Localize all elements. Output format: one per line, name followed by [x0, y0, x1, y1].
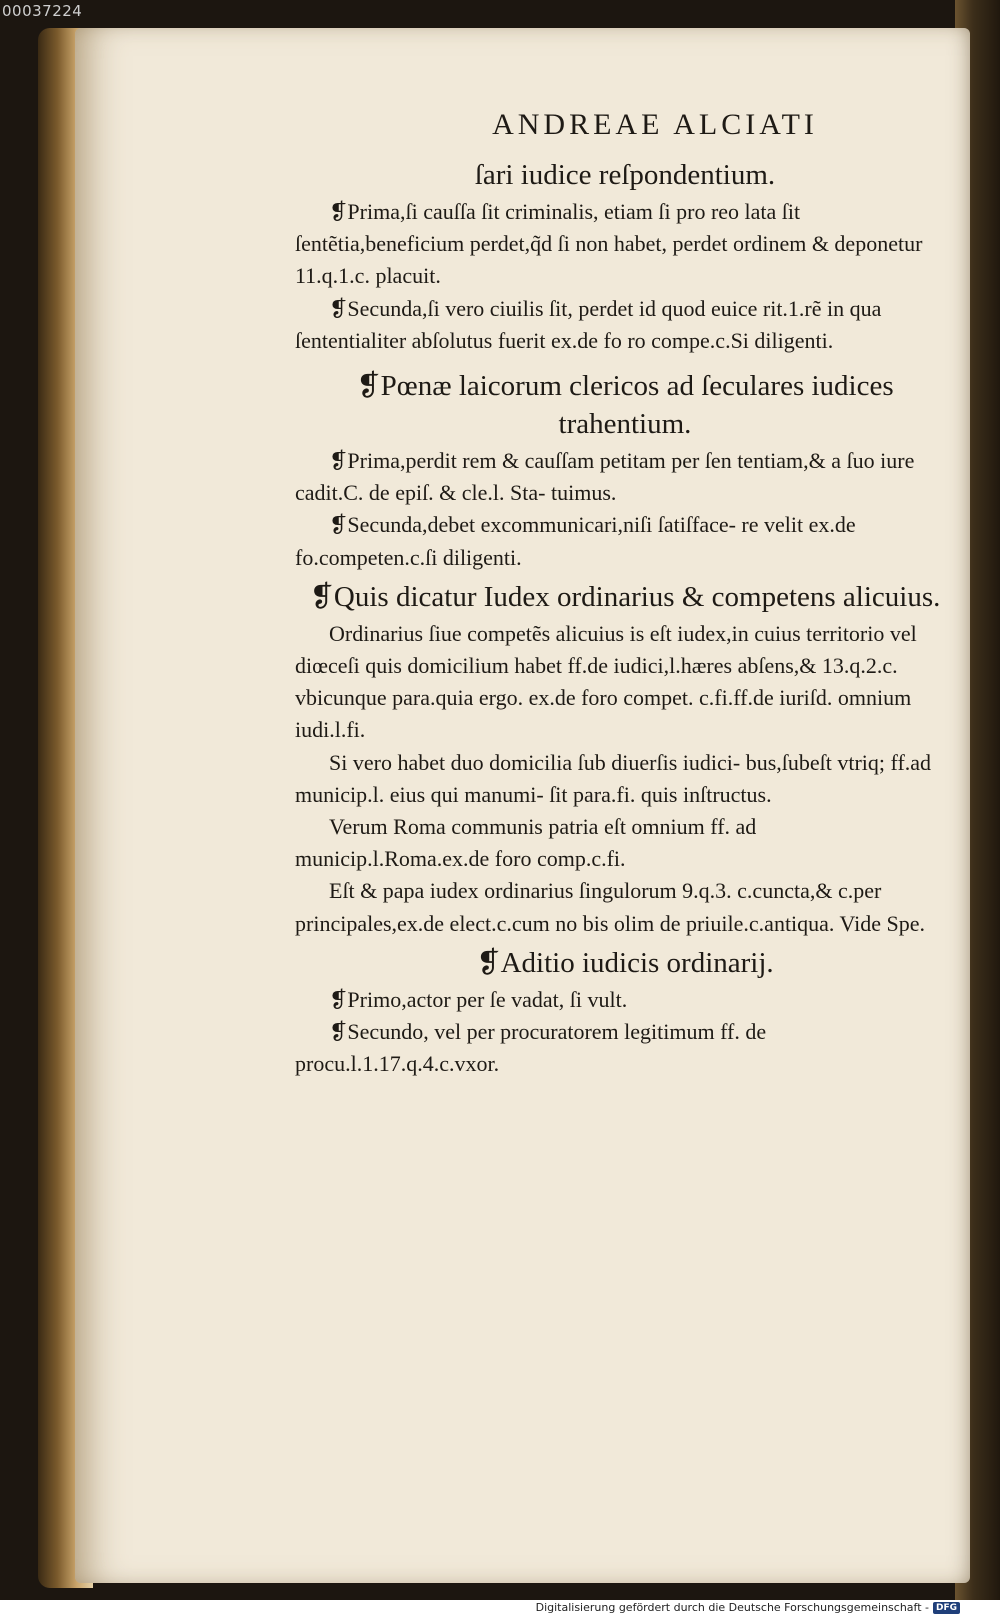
- running-head: ANDREAE ALCIATI: [492, 108, 818, 141]
- paragraph: Eſt & papa iudex ordinarius ſingulorum 9.q.3. c.cuncta,& c.per principales,ex.de elect.c.cum no bis olim de priuile.c.antiqua. Vide Spe.: [295, 878, 925, 936]
- paragraph: ❡Secundo, vel per procuratorem legitimum ff. de procu.l.1.17.q.4.c.vxor.: [295, 1019, 767, 1077]
- section-heading: ❡Pœnæ laicorum clericos ad ſeculares iudices trahentium.: [356, 370, 894, 441]
- section-heading: ſari iudice reſpondentium.: [474, 159, 776, 191]
- credit-text: Digitalisierung gefördert durch die Deutsche Forschungsgemeinschaft -: [535, 1601, 929, 1614]
- dfg-logo: DFG: [933, 1602, 960, 1614]
- paragraph: ❡Prima,perdit rem & cauſſam petitam per ſen tentiam,& a ſuo iure cadit.C. de epiſ. & cle.l. Sta- tuimus.: [295, 448, 915, 506]
- scan-id-label: 00037224: [2, 2, 83, 20]
- paragraph: Si vero habet duo domicilia ſub diuerſis iudici- bus,ſubeſt vtriq; ff.ad municip.l. eius qui manumi- ſit para.fi. quis inſtructus.: [295, 749, 932, 807]
- section-heading: ❡Aditio iudicis ordinarij.: [476, 946, 774, 979]
- paragraph: Verum Roma communis patria eſt omnium ff. ad municip.l.Roma.ex.de foro comp.c.fi.: [295, 814, 757, 872]
- paragraph: ❡Secunda,ſi vero ciuilis ſit, perdet id quod euice rit.1.rẽ in qua ſententialiter abſolutus fuerit ex.de fo ro compe.c.Si diligenti.: [295, 295, 882, 353]
- paragraph: Ordinarius ſiue competẽs alicuius is eſt iudex,in cuius territorio vel diœceſi quis domicilium habet ff.de iudici,l.hæres abſens,& 13.q.2.c. vbicunque para.quia ergo. ex.de foro compet. c.fi.ff.de iuriſd. omnium iudi.l.fi.: [295, 620, 917, 743]
- digitization-credit: [536, 1601, 960, 1614]
- section-heading: ❡Quis dicatur Iudex ordinarius & competens alicuius.: [309, 580, 941, 613]
- paragraph: ❡Prima,ſi cauſſa ſit criminalis, etiam ſi pro reo lata ſit ſentẽtia,beneficium perdet,q̃d ſi non habet, perdet ordinem & deponetur 11.q.1.c. placuit.: [295, 199, 923, 289]
- paragraph: ❡Secunda,debet excommunicari,niſi ſatiſface- re velit ex.de fo.competen.c.ſi diligenti.: [295, 512, 856, 570]
- page-text-block: [295, 108, 955, 1080]
- paragraph: ❡Primo,actor per ſe vadat, ſi vult.: [329, 986, 628, 1012]
